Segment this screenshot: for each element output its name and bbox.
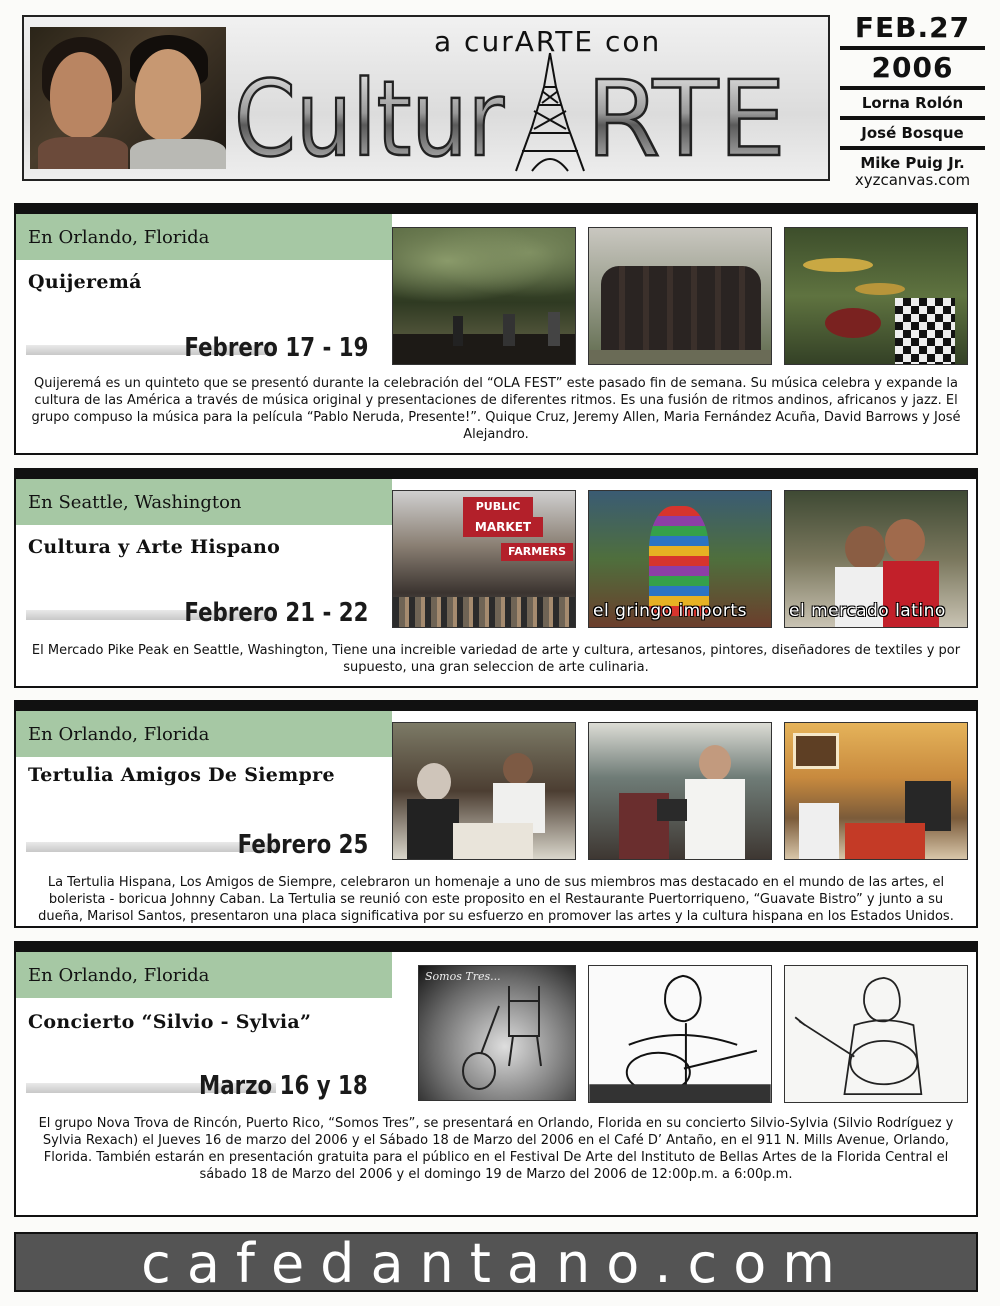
guitarist-sketch — [785, 966, 967, 1102]
host-name: José Bosque — [861, 124, 964, 142]
host-photo — [30, 27, 226, 169]
market-sign: MARKET — [463, 517, 543, 537]
photo-caption: el mercado latino — [789, 601, 946, 621]
market-sign: FARMERS — [501, 543, 573, 561]
album-title: Somos Tres... — [425, 970, 501, 983]
event-dates: Febrero 17 - 19 — [183, 333, 368, 363]
sketch-guitarist-man — [784, 965, 968, 1103]
event-photo-tertulia-table — [392, 722, 576, 860]
divider — [840, 146, 985, 150]
event-photo-drummer — [784, 227, 968, 365]
event-photo-restaurant — [784, 722, 968, 860]
panel-top-bar — [16, 205, 976, 214]
event-title: Quijeremá — [28, 271, 142, 293]
event-photo-stage — [392, 227, 576, 365]
event-description: El Mercado Pike Peak en Seattle, Washington, Tiene una increible variedad de arte y cultura, artesanos, pintores, diseñadores de textiles y por supuesto, una gran seleccion de arte culinaria. — [31, 643, 961, 675]
panel-top-bar — [16, 943, 976, 952]
masthead-tagline: a curARTE con — [434, 25, 662, 58]
event-dates: Marzo 16 y 18 — [199, 1071, 368, 1101]
event-location: En Orlando, Florida — [28, 227, 210, 248]
issue-year: 2006 — [871, 51, 954, 84]
event-dates: Febrero 25 — [237, 830, 368, 860]
panel-top-bar — [16, 702, 976, 711]
event-panel-concierto — [14, 941, 978, 1217]
event-description: La Tertulia Hispana, Los Amigos de Siempre, celebraron un homenaje a uno de sus miembros mas destacado en el mundo de las artes, el bolerista - boricua Johnny Caban. La Tertulia se reunió con este proposito en el Restaurante Puertorriqueno, “Guavate Bistro” y junto a su dueña, Marisol Santos, presentaron una placa significativa por su esfuerzo en promover las artes y la cultura hispana en los Estados Unidos. — [38, 875, 954, 924]
masthead — [22, 15, 830, 181]
panel-top-bar — [16, 470, 976, 479]
event-panel-tertulia — [14, 700, 978, 928]
event-title: Tertulia Amigos De Siempre — [28, 764, 335, 786]
event-photo-mercado-latino — [784, 490, 968, 628]
culturarte-logo — [232, 47, 792, 173]
svg-text:RTE: RTE — [586, 58, 786, 173]
event-location: En Seattle, Washington — [28, 492, 242, 513]
svg-text:Cultur: Cultur — [234, 58, 505, 173]
event-panel-quijerema — [14, 203, 978, 455]
event-location: En Orlando, Florida — [28, 965, 210, 986]
divider — [840, 46, 985, 50]
header-website: xyzcanvas.com — [854, 171, 971, 189]
sketch-guitarist-woman — [588, 965, 772, 1103]
logo-wordmark — [232, 47, 792, 173]
footer-banner — [14, 1232, 978, 1295]
event-photo-group — [588, 227, 772, 365]
divider — [840, 86, 985, 90]
chair-guitar-illustration — [419, 966, 576, 1101]
event-photo-speech — [588, 722, 772, 860]
eiffel-tower-icon — [516, 53, 584, 171]
event-photo-pike-market — [392, 490, 576, 628]
photo-caption: el gringo imports — [593, 601, 747, 621]
album-cover-somos-tres — [418, 965, 576, 1101]
guitarist-sketch — [589, 966, 771, 1102]
issue-date: FEB.27 — [854, 11, 971, 44]
event-dates: Febrero 21 - 22 — [183, 598, 368, 628]
event-photo-gringo-imports — [588, 490, 772, 628]
host-name: Mike Puig Jr. — [860, 154, 965, 172]
event-description: Quijeremá es un quinteto que se presentó durante la celebración del “OLA FEST” este pasado fin de semana. Su música celebra y expande la cultura de las América a través de música original y presentaciones de diferentes ritmos. Es una fusión de ritmos andinos, africanos y jazz. El grupo compuso la música para la película “Pablo Neruda, Presente!”. Quique Cruz, Jeremy Allen, Maria Fernández Acuña, David Barrows y José Alejandro. — [31, 376, 961, 442]
event-panel-seattle — [14, 468, 978, 688]
issue-info — [840, 12, 985, 188]
event-title: Concierto “Silvio - Sylvia” — [28, 1011, 312, 1033]
footer-website[interactable]: cafedantano.com — [141, 1232, 851, 1295]
divider — [840, 116, 985, 120]
market-sign: PUBLIC — [463, 497, 533, 517]
host-name: Lorna Rolón — [861, 94, 964, 112]
event-location: En Orlando, Florida — [28, 724, 210, 745]
event-title: Cultura y Arte Hispano — [28, 536, 281, 558]
event-description: El grupo Nova Trova de Rincón, Puerto Rico, “Somos Tres”, se presentará en Orlando, Florida en su concierto Silvio-Sylvia (Silvio Rodríguez y Sylvia Rexach) el Jueves 16 de marzo del 2006 y el Sábado 18 de Marzo del 2006 en el Café D’ Antaño, en el 911 N. Mills Avenue, Orlando, Florida. También estarán en presentación gratuita para el público en el Festival De Arte del Instituto de Bellas Artes de la Florida Central el sábado 18 de Marzo del 2006 y el domingo 19 de Marzo del 2006 de 12:00p.m. a 6:00p.m. — [38, 1116, 954, 1182]
